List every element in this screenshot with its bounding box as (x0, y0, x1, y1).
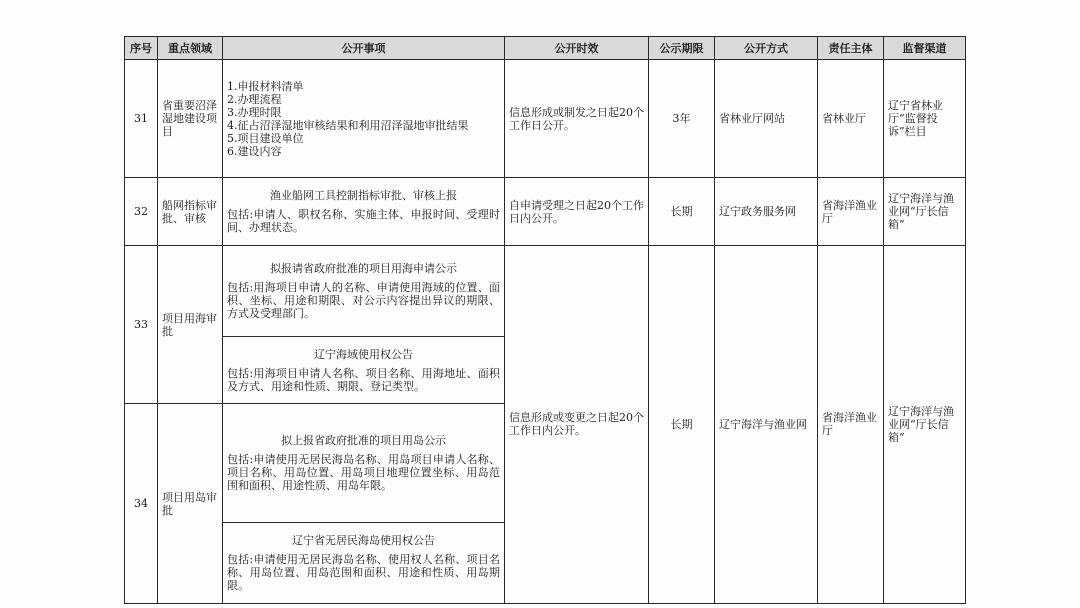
row-no: 31 (125, 60, 158, 178)
header-row (125, 37, 966, 60)
shared-timing: 信息形成或变更之日起20个工作日内公开。 (505, 245, 649, 603)
item-title: 拟报请省政府批准的项目用海申请公示 (270, 261, 457, 275)
item-title: 渔业船网工具控制指标审批、审核上报 (270, 189, 457, 203)
row-domain: 项目用海审批 (158, 245, 223, 404)
header-items: 公开事项 (223, 37, 505, 60)
row-timing: 信息形成或制发之日起20个工作日公开。 (505, 60, 649, 178)
shared-subject: 省海洋渔业厅 (818, 245, 884, 603)
shared-method: 辽宁海洋与渔业网 (715, 245, 818, 603)
row-period: 3年 (649, 60, 715, 178)
row-domain: 项目用岛审批 (158, 404, 223, 604)
row-items-sub2 (223, 337, 505, 404)
row-method: 省林业厅网站 (715, 60, 818, 178)
row-items-sub2 (223, 522, 505, 603)
header-method: 公开方式 (715, 37, 818, 60)
item-body: 包括:申请人、职权名称、实施主体、申报时间、受理时间、办理状态。 (227, 208, 500, 235)
row-channel: 辽宁省林业厅“监督投诉”栏目 (884, 60, 966, 178)
item-title: 辽宁海域使用权公告 (314, 347, 413, 361)
row-no: 33 (125, 245, 158, 404)
row-domain: 省重要沼泽湿地建设项目 (158, 60, 223, 178)
header-domain: 重点领域 (158, 37, 223, 60)
item-body: 包括:用海项目申请人的名称、申请使用海域的位置、面积、坐标、用途和期限、对公示内容提出异议的期限、方式及受理部门。 (227, 280, 500, 320)
row-items-sub1 (223, 245, 505, 337)
row-timing: 自申请受理之日起20个工作日内公开。 (505, 178, 649, 245)
row-domain: 船网指标审批、审核 (158, 178, 223, 245)
item-body: 包括:用海项目申请人名称、项目名称、用海地址、面积及方式、用途和性质、期限、登记类型。 (227, 366, 500, 393)
header-no: 序号 (125, 37, 158, 60)
header-timing: 公开时效 (505, 37, 649, 60)
header-period: 公示期限 (649, 37, 715, 60)
header-subject: 责任主体 (818, 37, 884, 60)
shared-channel: 辽宁海洋与渔业网“厅长信箱” (884, 245, 966, 603)
item-title: 拟上报省政府批准的项目用岛公示 (281, 433, 446, 447)
row-items-sub1 (223, 404, 505, 522)
item-body: 包括:申请使用无居民海岛名称、使用权人名称、项目名称、用岛位置、用岛范围和面积、用途和性质、用岛期限。 (227, 552, 500, 592)
row-items: 1.申报材料清单 2.办理流程 3.办理时限 4.征占沼泽湿地审核结果和利用沼泽湿地审批结果 5.项目建设单位 6.建设内容 (223, 60, 505, 178)
row-items (223, 178, 505, 245)
row-channel: 辽宁海洋与渔业网“厅长信箱” (884, 178, 966, 245)
row-subject: 省海洋渔业厅 (818, 178, 884, 245)
table-row (125, 60, 966, 178)
item-title: 辽宁省无居民海岛使用权公告 (292, 533, 435, 547)
row-no: 34 (125, 404, 158, 604)
table-row (125, 245, 966, 337)
row-subject: 省林业厅 (818, 60, 884, 178)
item-body: 包括:申请使用无居民海岛名称、用岛项目申请人名称、项目名称、用岛位置、用岛项目地理位置坐标、用岛范围和面积、用途性质、用岛年限。 (227, 452, 500, 492)
row-method: 辽宁政务服务网 (715, 178, 818, 245)
row-period: 长期 (649, 178, 715, 245)
row-no: 32 (125, 178, 158, 245)
table-row (125, 178, 966, 245)
shared-period: 长期 (649, 245, 715, 603)
header-channel: 监督渠道 (884, 37, 966, 60)
disclosure-table (124, 36, 966, 604)
